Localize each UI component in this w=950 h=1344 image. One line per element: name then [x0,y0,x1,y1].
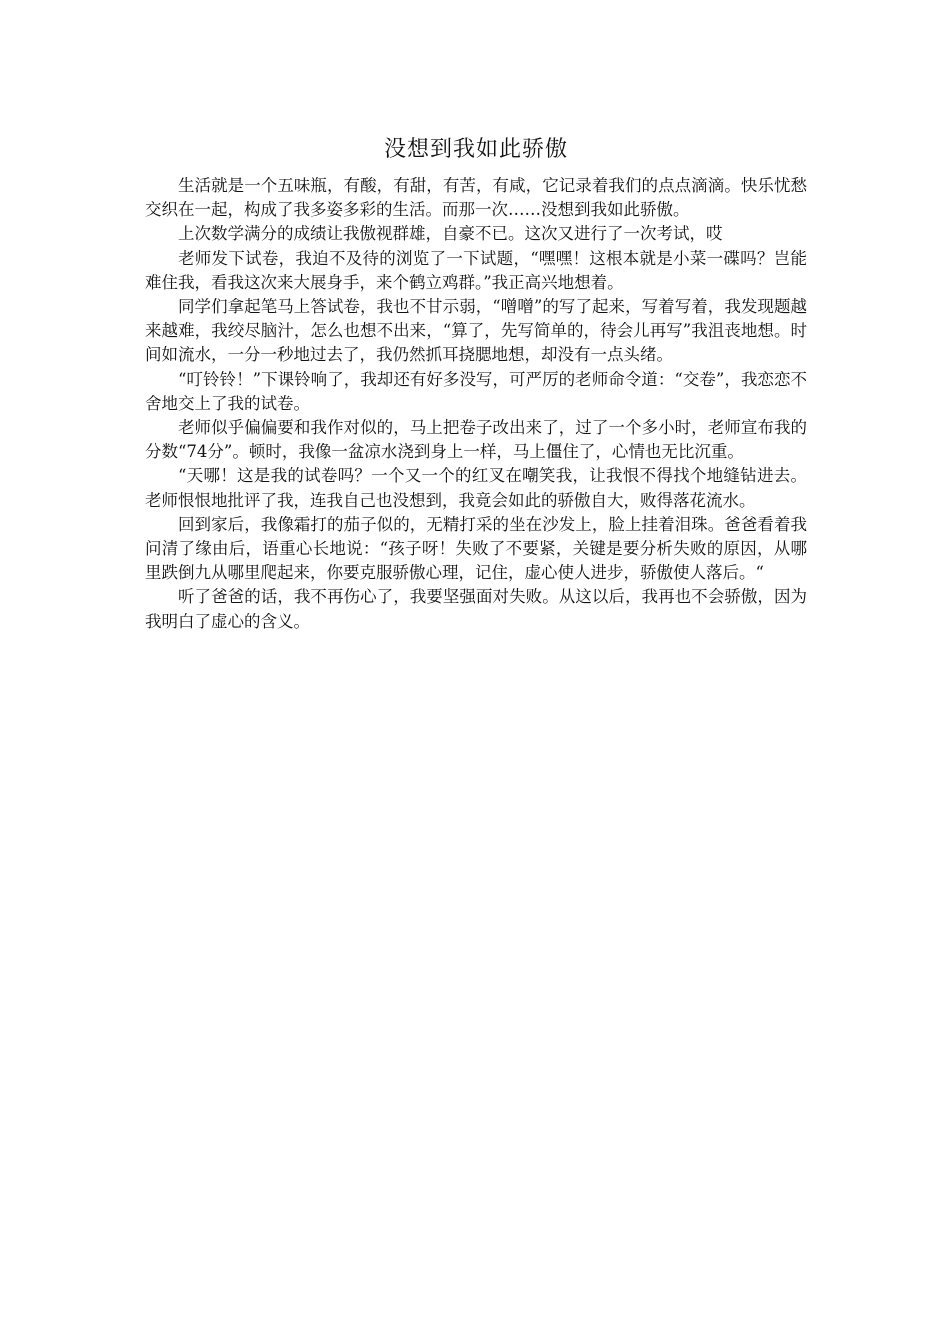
paragraph: 听了爸爸的话，我不再伤心了，我要坚强面对失败。从这以后，我再也不会骄傲，因为我明白了虚心的含义。 [145,587,807,631]
paragraph: 老师似乎偏偏要和我作对似的，马上把卷子改出来了，过了一个多小时，老师宣布我的分数“74分”。顿时，我像一盆凉水浇到身上一样，马上僵住了，心情也无比沉重。 [145,418,807,462]
article-title: 没想到我如此骄傲 [383,137,568,162]
paragraph: 老师发下试卷，我迫不及待的浏览了一下试题，“嘿嘿！这根本就是小菜一碟吗？岂能难住我，看我这次来大展身手，来个鹤立鸡群。”我正高兴地想着。 [145,248,807,292]
paragraph: 生活就是一个五味瓶，有酸，有甜，有苦，有咸，它记录着我们的点点滴滴。快乐忧愁交织在一起，构成了我多姿多彩的生活。而那一次……没想到我如此骄傲。 [145,176,807,220]
article-body [145,128,807,634]
paragraph: “天哪！这是我的试卷吗？一个又一个的红叉在嘲笑我，让我恨不得找个地缝钻进去。老师恨恨地批评了我，连我自己也没想到，我竟会如此的骄傲自大，败得落花流水。 [145,466,807,510]
paragraph: 同学们拿起笔马上答试卷，我也不甘示弱，“噌噌”的写了起来，写着写着，我发现题越来越难，我绞尽脑汁，怎么也想不出来，“算了，先写简单的，待会儿再写”我沮丧地想。时间如流水，一分一秒地过去了，我仍然抓耳挠腮地想，却没有一点头绪。 [145,297,807,365]
paragraph: “叮铃铃！”下课铃响了，我却还有好多没写，可严厉的老师命令道：“交卷”，我恋恋不舍地交上了我的试卷。 [145,369,807,413]
paragraph: 上次数学满分的成绩让我傲视群雄，自豪不已。这次又进行了一次考试，哎 [178,224,723,244]
paragraph: 回到家后，我像霜打的茄子似的，无精打采的坐在沙发上，脸上挂着泪珠。爸爸看着我问清了缘由后，语重心长地说：“孩子呀！失败了不要紧，关键是要分析失败的原因，从哪里跌倒九从哪里爬起来，你要克服骄傲心理，记住，虚心使人进步，骄傲使人落后。“ [145,514,807,583]
